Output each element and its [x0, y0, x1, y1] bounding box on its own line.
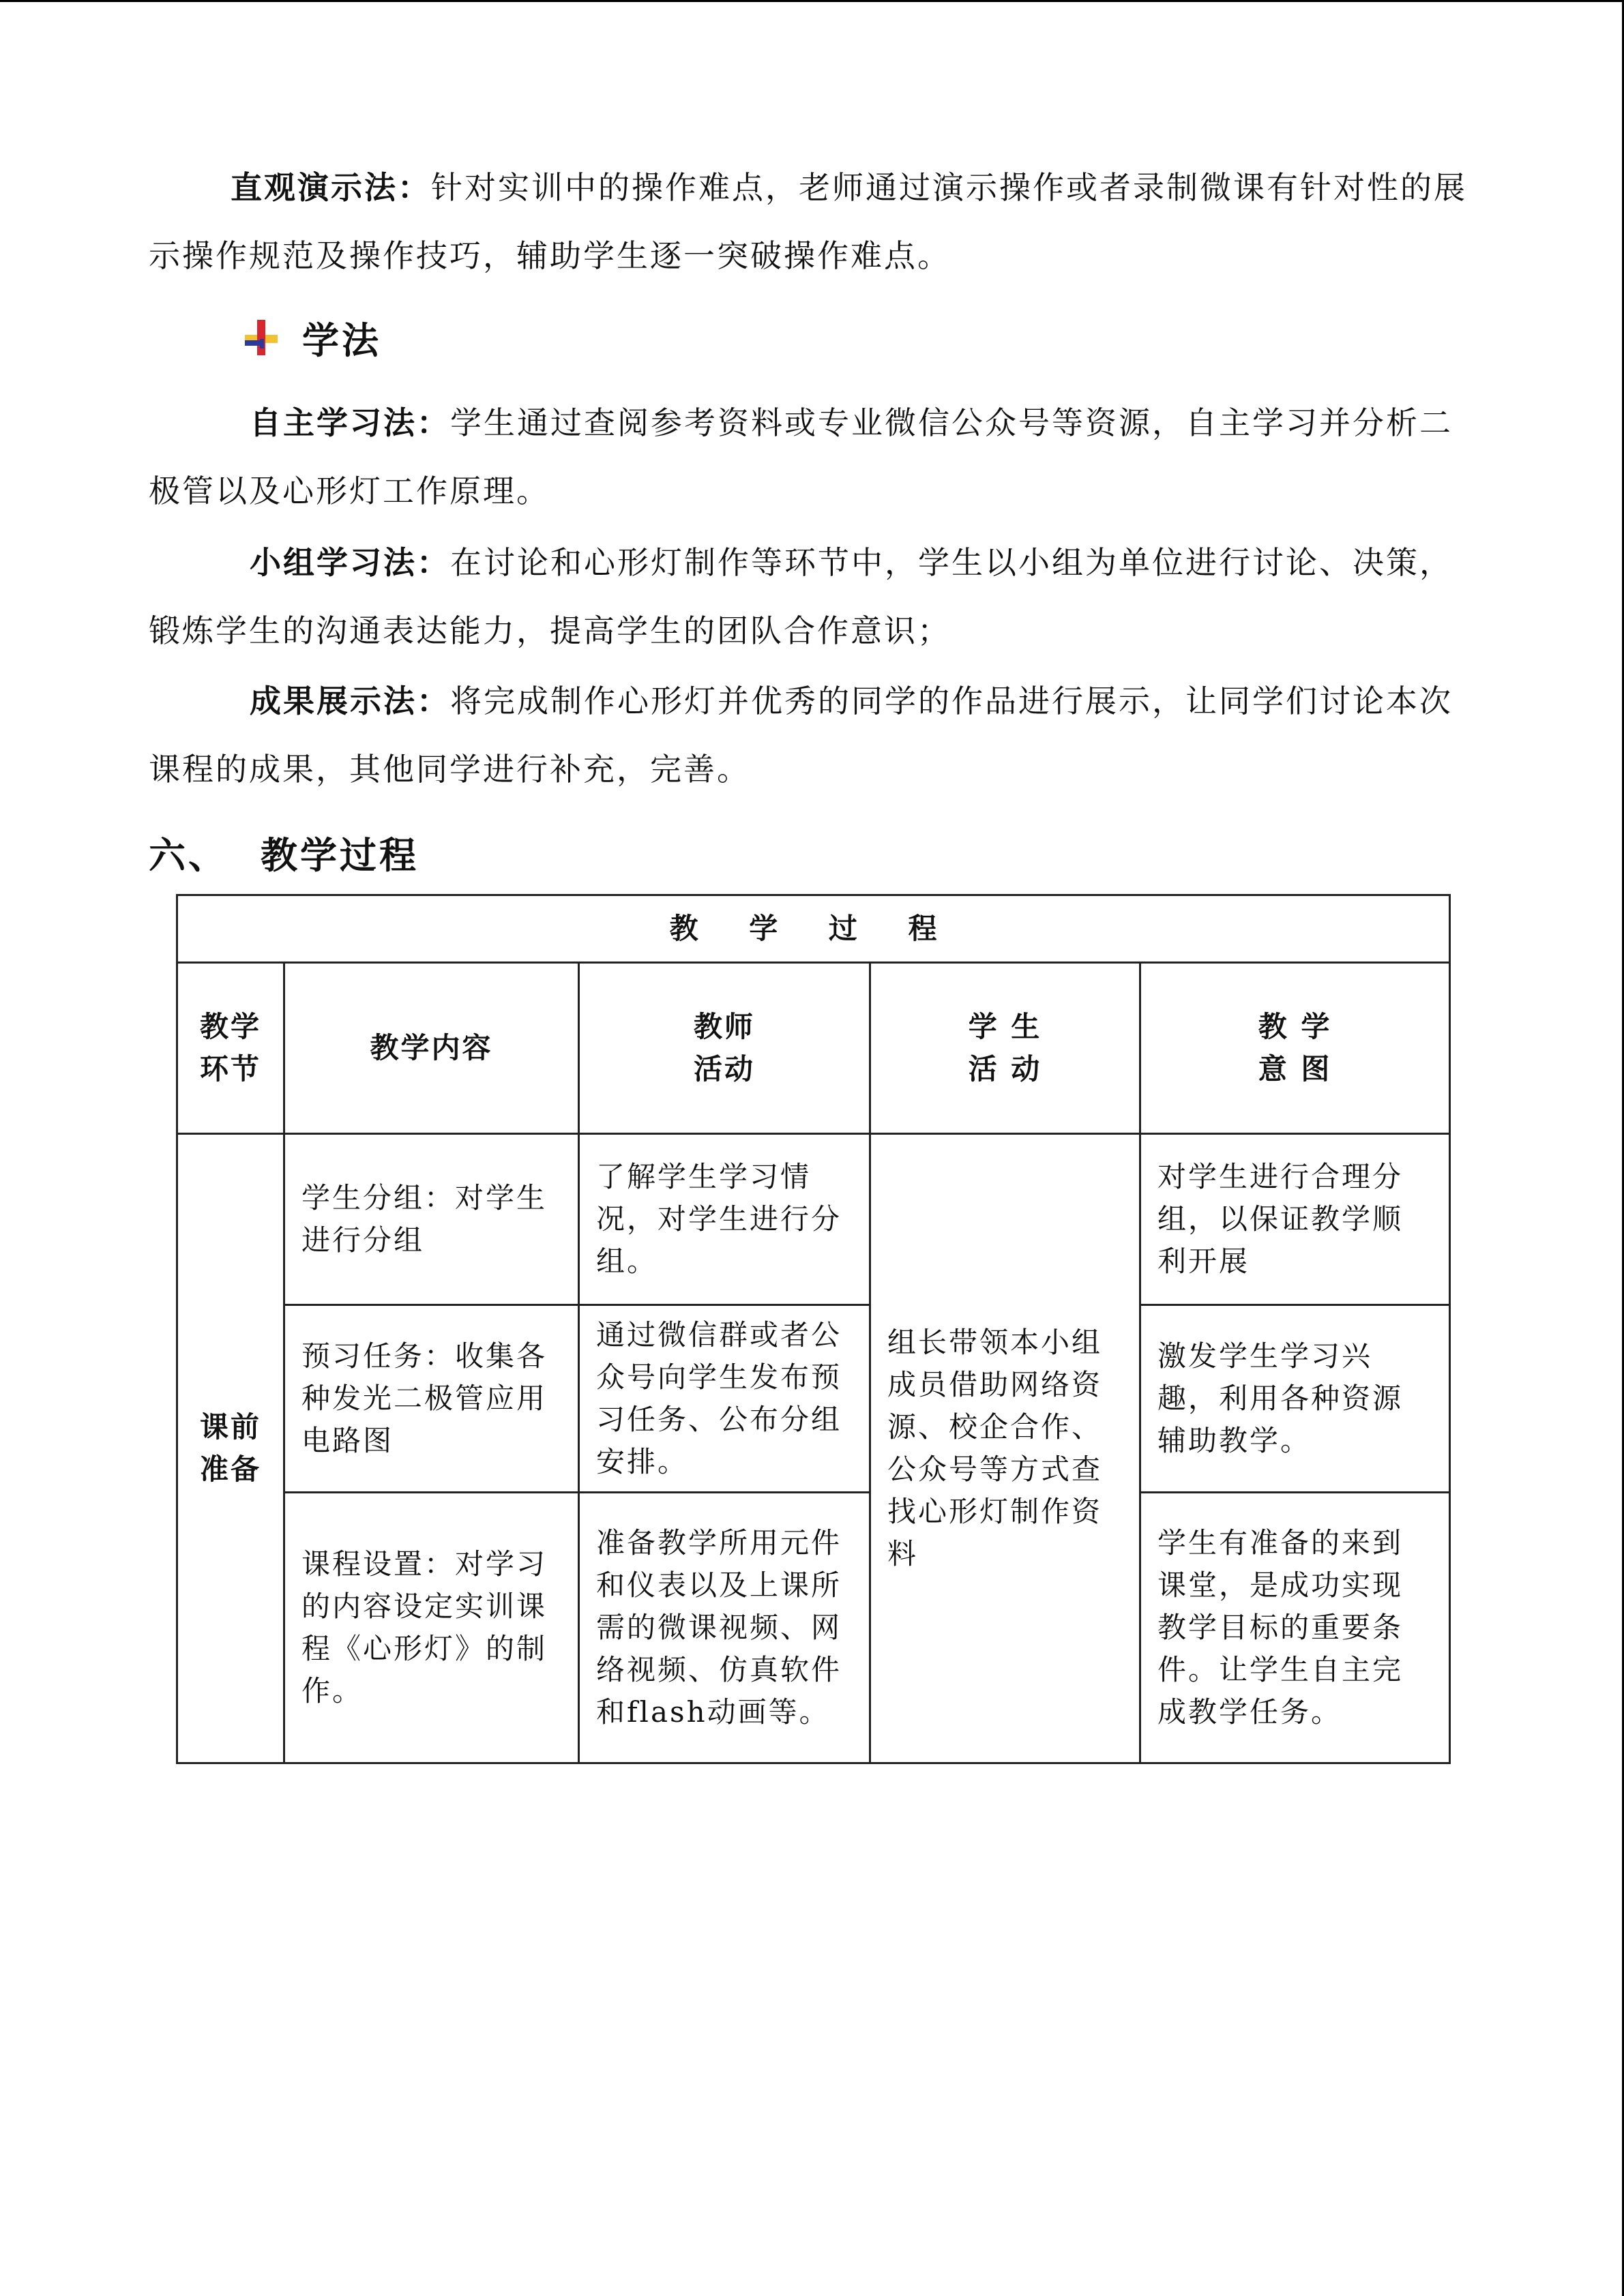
paragraph-group-study [149, 528, 1479, 665]
table-row [177, 1134, 1450, 1305]
paragraph-self-study [149, 389, 1479, 525]
table-row [177, 1305, 1450, 1493]
page-top-border [0, 0, 1624, 2]
paragraph-label: 自主学习法： [250, 404, 450, 441]
paragraph-demonstration [149, 153, 1479, 290]
header-intent: 教 学 意 图 [1140, 963, 1450, 1134]
teacher-activity-cell: 了解学生学习情况，对学生进行分组。 [579, 1134, 870, 1305]
table-header-row [177, 963, 1450, 1134]
sub-heading-text: 学法 [302, 318, 381, 362]
teacher-activity-cell: 通过微信群或者公众号向学生发布预习任务、公布分组安排。 [579, 1305, 870, 1493]
table-row [177, 1493, 1450, 1763]
content-cell: 预习任务：收集各种发光二极管应用电路图 [284, 1305, 579, 1493]
sub-heading-learning-methods [242, 307, 381, 368]
stage-cell: 课前 准备 [177, 1134, 284, 1763]
intent-cell: 激发学生学习兴趣，利用各种资源辅助教学。 [1140, 1305, 1450, 1493]
header-student-activity: 学 生 活 动 [870, 963, 1140, 1134]
content-cell: 课程设置：对学习的内容设定实训课程《心形灯》的制作。 [284, 1493, 579, 1763]
paragraph-text: 将完成制作心形灯并优秀的同学的作品进行展示，让同学们讨论本次课程的成果，其他同学进行补充，完善。 [149, 683, 1453, 788]
section-heading-teaching-process [149, 822, 419, 883]
paragraph-label: 小组学习法： [250, 544, 450, 581]
paragraph-text: 针对实训中的操作难点，老师通过演示操作或者录制微课有针对性的展示操作规范及操作技巧，辅助学生逐一突破操作难点。 [149, 169, 1467, 274]
paragraph-result-showcase [149, 667, 1479, 803]
table-title: 教 学 过 程 [177, 895, 1450, 963]
intent-cell: 学生有准备的来到课堂，是成功实现教学目标的重要条件。让学生自主完成教学任务。 [1140, 1493, 1450, 1763]
cross-bullet-icon [242, 318, 280, 357]
paragraph-text: 在讨论和心形灯制作等环节中，学生以小组为单位进行讨论、决策，锻炼学生的沟通表达能力，提高学生的团队合作意识； [149, 544, 1453, 649]
header-content: 教学内容 [284, 963, 579, 1134]
paragraph-label: 直观演示法： [231, 169, 431, 206]
paragraph-label: 成果展示法： [250, 683, 450, 719]
student-activity-cell: 组长带领本小组成员借助网络资源、校企合作、公众号等方式查找心形灯制作资料 [870, 1134, 1140, 1763]
content-cell: 学生分组：对学生进行分组 [284, 1134, 579, 1305]
section-title: 教学过程 [261, 833, 419, 877]
teaching-process-table [176, 894, 1451, 1764]
intent-cell: 对学生进行合理分组，以保证教学顺利开展 [1140, 1134, 1450, 1305]
header-stage: 教学 环节 [177, 963, 284, 1134]
teacher-activity-cell: 准备教学所用元件和仪表以及上课所需的微课视频、网络视频、仿真软件和flash动画等。 [579, 1493, 870, 1763]
header-teacher-activity: 教师 活动 [579, 963, 870, 1134]
paragraph-text: 学生通过查阅参考资料或专业微信公众号等资源，自主学习并分析二极管以及心形灯工作原理。 [149, 404, 1453, 509]
table-title-row [177, 895, 1450, 963]
section-number: 六、 [149, 833, 228, 877]
